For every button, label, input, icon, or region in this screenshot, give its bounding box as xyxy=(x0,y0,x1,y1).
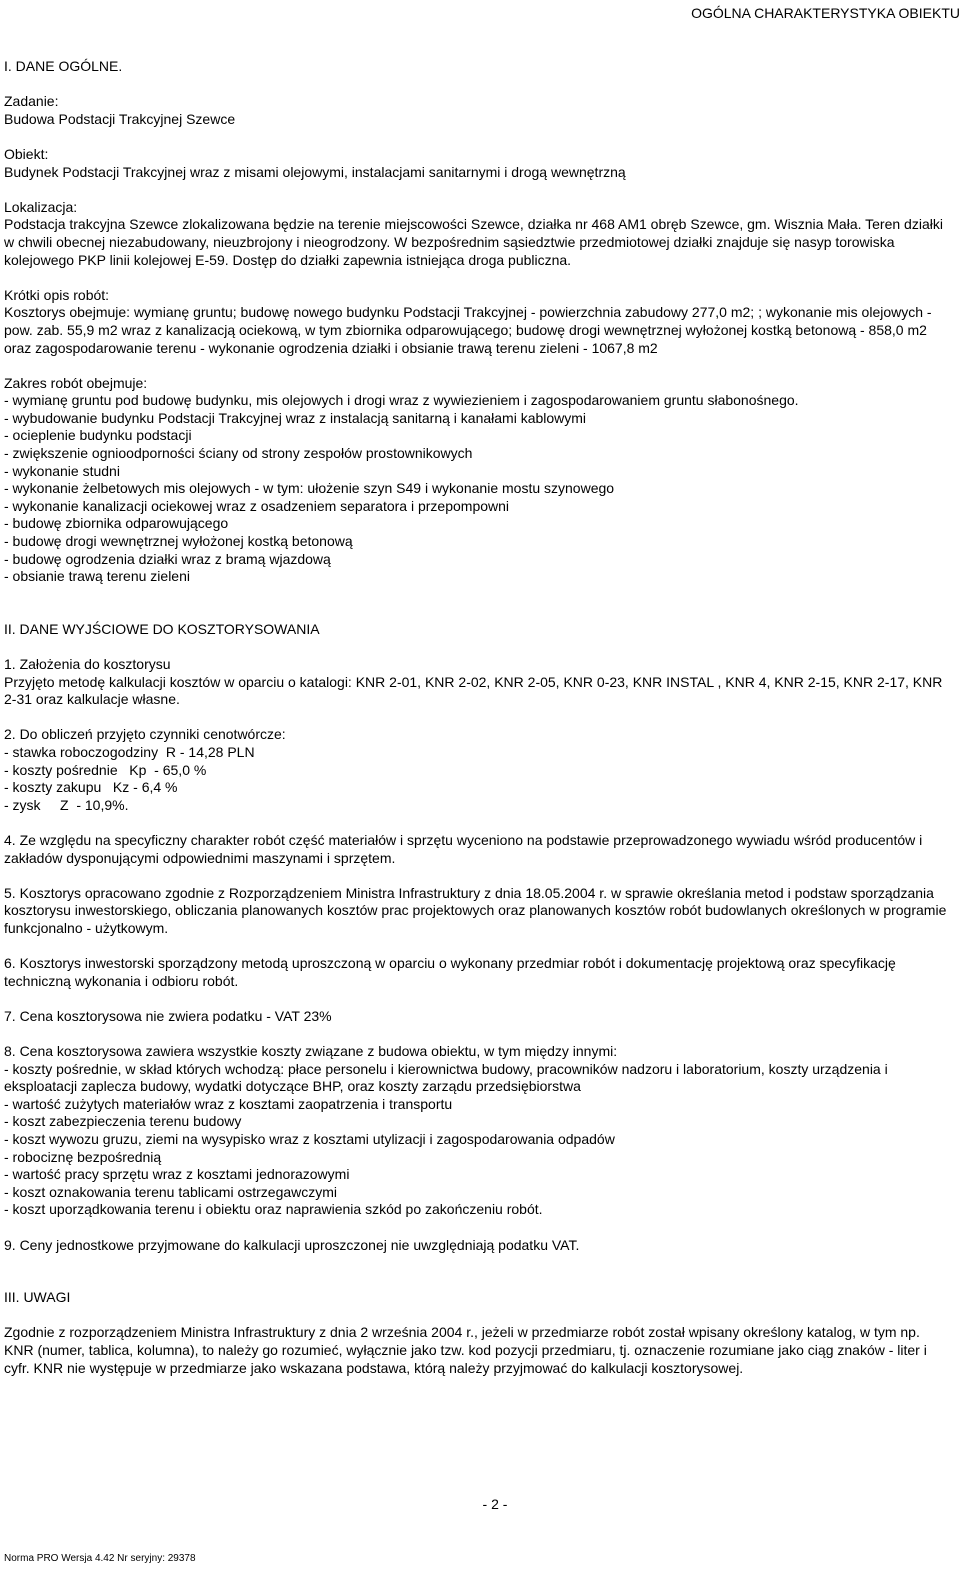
p7-text: 7. Cena kosztorysowa nie zwiera podatku - VAT 23% xyxy=(4,1007,332,1024)
list-item: - wykonanie studni xyxy=(4,462,120,479)
list-item: - budowę ogrodzenia działki wraz z bramą wjazdową xyxy=(4,550,331,567)
list-item: - wykonanie żelbetowych mis olejowych - w tym: ułożenie szyn S49 i wykonanie mostu szynowego xyxy=(4,480,615,497)
p2-label: 2. Do obliczeń przyjęto czynniki cenotwórcze: xyxy=(4,726,286,743)
list-item: - zysk Z - 10,9%. xyxy=(4,796,129,813)
opis-label: Krótki opis robót: xyxy=(4,286,110,303)
list-item: - koszt zabezpieczenia terenu budowy xyxy=(4,1113,242,1130)
zadanie-text: Budowa Podstacji Trakcyjnej Szewce xyxy=(4,110,236,127)
p6-text: 6. Kosztorys inwestorski sporządzony metodą uproszczoną w oparciu o wykonany przedmiar robót i dokumentację projektową oraz specyfikację techniczną wykonania i odbioru robót. xyxy=(4,955,896,989)
p4-text: 4. Ze względu na specyficzny charakter robót część materiałów i sprzętu wyceniono na podstawie przeprowadzonego wywiadu wśród producentów i zakładów dysponującymi odpowiednimi maszynami i sprzętem. xyxy=(4,831,923,866)
list-item: - zwiększenie ognioodporności ściany od strony zespołów prostownikowych xyxy=(4,445,473,462)
zakres-label: Zakres robót obejmuje: xyxy=(4,374,148,391)
p2-list xyxy=(4,744,948,814)
software-footer: Norma PRO Wersja 4.42 Nr seryjny: 29378 xyxy=(4,1553,196,1564)
list-item: - wartość zużytych materiałów wraz z kosztami zaopatrzenia i transportu xyxy=(4,1095,453,1112)
uwagi-text: Zgodnie z rozporządzeniem Ministra Infrastruktury z dnia 2 września 2004 r., jeżeli w przedmiarze robót został wpisany określony katalog, w tym np. KNR (numer, tablica, kolumna), to należy go rozumieć, wyłącznie jako tzw. kod pozycji przedmiaru, tj. oznaczenie rozumiane jako ciąg znaków - liter i cyfr. KNR nie występuje w przedmiarze jako wskazana podstawa, którą należy przyjmować do kalkulacji kosztorysowej. xyxy=(4,1324,927,1376)
section-3-heading: III. UWAGI xyxy=(4,1289,71,1306)
list-item: - wykonanie kanalizacji ociekowej wraz z osadzeniem separatora i przepompowni xyxy=(4,497,510,514)
list-item: - koszt uporządkowania terenu i obiektu oraz naprawienia szkód po zakończeniu robót. xyxy=(4,1201,543,1218)
list-item: - ocieplenie budynku podstacji xyxy=(4,427,192,444)
lokalizacja-label: Lokalizacja: xyxy=(4,198,78,215)
document-body xyxy=(4,0,948,1377)
header-title: OGÓLNA CHARAKTERYSTYKA OBIEKTU xyxy=(691,5,960,21)
p5-text: 5. Kosztorys opracowano zgodnie z Rozporządzeniem Ministra Infrastruktury z dnia 18.05.2004 r. w sprawie określania metod i podstaw sporządzania kosztorysu inwestorskiego, obliczania planowanych kosztów prac projektowych oraz planowanych kosztów robót budowlanych określonych w programie funkcjonalno - użytkowym. xyxy=(4,884,947,936)
list-item: - koszty zakupu Kz - 6,4 % xyxy=(4,779,178,796)
page-number: - 2 - xyxy=(482,1496,508,1512)
opis-text: Kosztorys obejmuje: wymianę gruntu; budowę nowego budynku Podstacji Trakcyjnej - powierzchnia zabudowy 277,0 m2; ; wykonanie mis olejowych - pow. zab. 55,9 m2 wraz z kanalizacją ociekową, w tym zbiornika odparowującego; budowę drogi wewnętrznej wyłożonej kostką betonową - 858,0 m2 oraz zagospodarowanie terenu - wykonanie ogrodzenia działki i obsianie trawą terenu zieleni - 1067,8 m2 xyxy=(4,304,932,356)
lokalizacja-text: Podstacja trakcyjna Szewce zlokalizowana będzie na terenie miejscowości Szewce, działka nr 468 AM1 obręb Szewce, gm. Wisznia Mała. Teren działki w chwili obecnej niezabudowany, nieuzbrojony i nieogrodzony. W bezpośrednim sąsiedztwie przedmiotowej działki znajduje się nasyp torowiska kolejowego PKP linii kolejowej E-59. Dostęp do działki zapewnia istniejąca droga publiczna. xyxy=(4,216,943,268)
p9-text: 9. Ceny jednostkowe przyjmowane do kalkulacji uproszczonej nie uwzględniają podatku VAT. xyxy=(4,1236,580,1253)
p8-list xyxy=(4,1061,948,1219)
zakres-list xyxy=(4,392,948,586)
list-item: - wybudowanie budynku Podstacji Trakcyjnej wraz z instalacją sanitarną i kanałami kablowymi xyxy=(4,409,587,426)
list-item: - stawka roboczogodziny R - 14,28 PLN xyxy=(4,743,255,760)
list-item: - obsianie trawą terenu zieleni xyxy=(4,568,190,585)
section-2-heading: II. DANE WYJŚCIOWE DO KOSZTORYSOWANIA xyxy=(4,620,320,637)
list-item: - budowę drogi wewnętrznej wyłożonej kostką betonową xyxy=(4,533,353,550)
list-item: - budowę zbiornika odparowującego xyxy=(4,515,229,532)
list-item: - wymianę gruntu pod budowę budynku, mis olejowych i drogi wraz z wywiezieniem i zagospodarowaniem gruntu słabonośnego. xyxy=(4,392,799,409)
obiekt-text: Budynek Podstacji Trakcyjnej wraz z misami olejowymi, instalacjami sanitarnymi i drogą wewnętrzną xyxy=(4,163,626,180)
list-item: - robociznę bezpośrednią xyxy=(4,1148,162,1165)
list-item: - koszty pośrednie, w skład których wchodzą: płace personelu i kierownictwa budowy, pracowników nadzoru i laboratorium, koszty urządzenia i eksploatacji zaplecza budowy, wydatki dotyczące BHP, oraz koszty zarządu przedsiębiorstwa xyxy=(4,1060,888,1095)
zadanie-label: Zadanie: xyxy=(4,93,59,110)
list-item: - koszt oznakowania terenu tablicami ostrzegawczymi xyxy=(4,1183,338,1200)
p8-label: 8. Cena kosztorysowa zawiera wszystkie koszty związane z budowa obiektu, w tym między innymi: xyxy=(4,1043,618,1060)
p1-label: 1. Założenia do kosztorysu xyxy=(4,656,171,672)
list-item: - koszty pośrednie Kp - 65,0 % xyxy=(4,761,207,778)
p1-text: Przyjęto metodę kalkulacji kosztów w oparciu o katalogi: KNR 2-01, KNR 2-02, KNR 2-05, KNR 0-23, KNR INSTAL , KNR 4, KNR 2-15, KNR 2-17, KNR 2-31 oraz kalkulacje własne. xyxy=(4,673,943,708)
section-1-heading: I. DANE OGÓLNE. xyxy=(4,58,123,74)
list-item: - koszt wywozu gruzu, ziemi na wysypisko wraz z kosztami utylizacji i zagospodarowania odpadów xyxy=(4,1131,615,1148)
list-item: - wartość pracy sprzętu wraz z kosztami jednorazowymi xyxy=(4,1166,350,1183)
obiekt-label: Obiekt: xyxy=(4,145,49,162)
